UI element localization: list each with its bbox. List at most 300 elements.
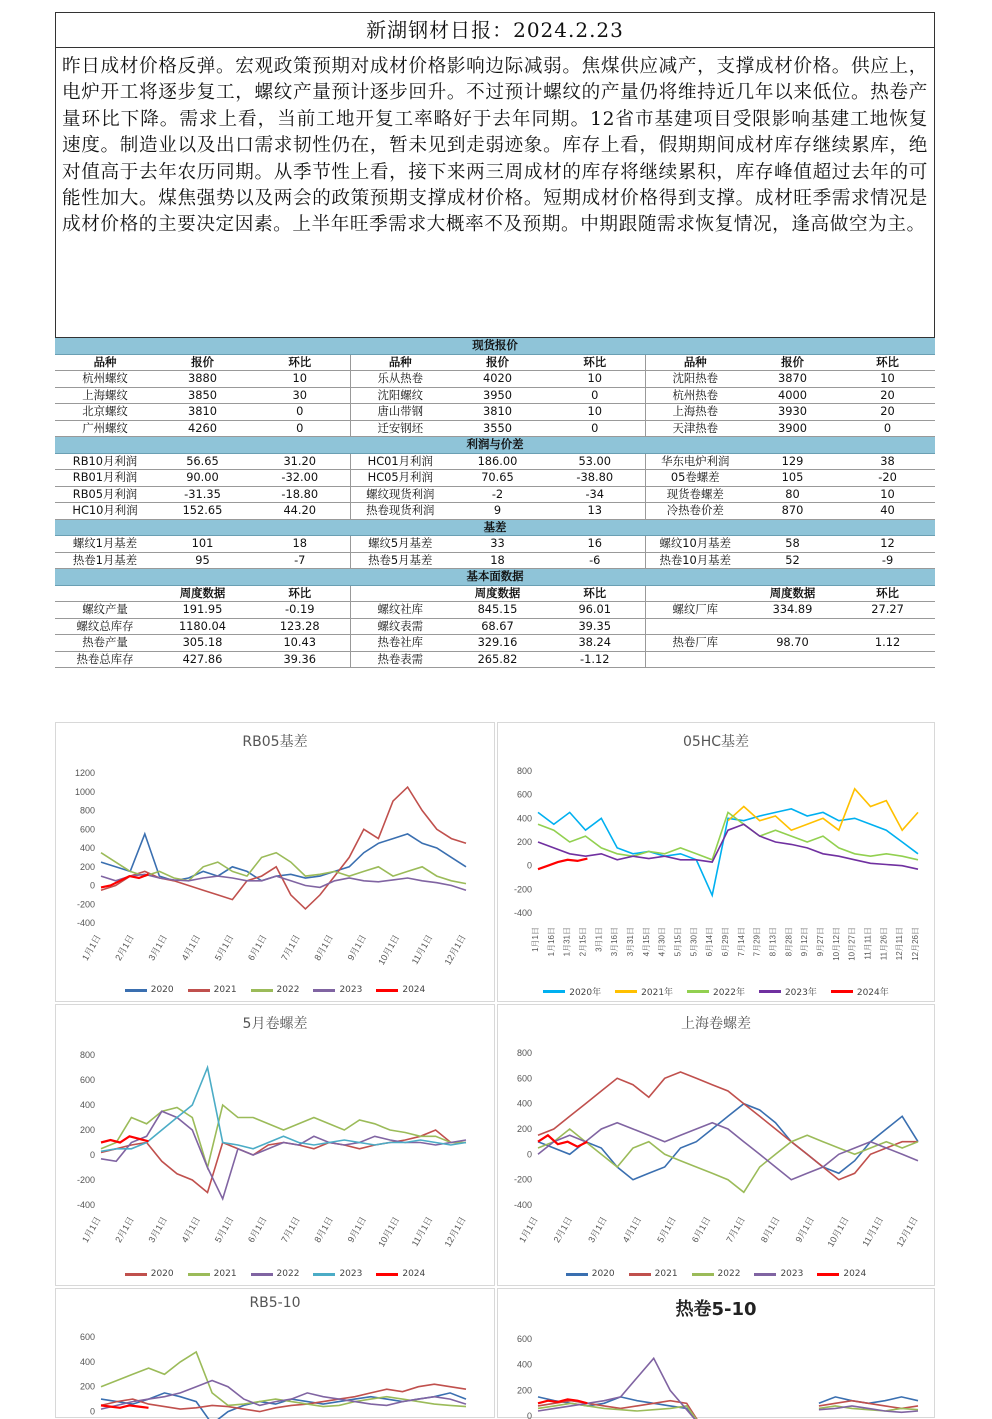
table-cell: RB05月利润: [55, 486, 155, 503]
legend-swatch: [125, 1273, 147, 1276]
y-tick-label: 600: [79, 824, 95, 835]
y-tick-label: 0: [89, 1406, 95, 1417]
legend-swatch: [831, 990, 853, 993]
column-header: 环比: [840, 585, 935, 602]
chart-3: [497, 1004, 935, 1286]
table-cell: 0: [840, 420, 935, 437]
table-row: [55, 486, 935, 503]
x-tick-label: 3月31日: [626, 927, 635, 957]
table-cell: 80: [745, 486, 840, 503]
table-cell: 杭州热卷: [645, 387, 745, 404]
x-tick-label: 4月1日: [179, 1215, 203, 1245]
y-tick-label: 200: [79, 861, 95, 872]
legend-item: [831, 985, 889, 998]
y-tick-label: 200: [516, 837, 532, 847]
legend-swatch: [759, 990, 781, 993]
column-header: 环比: [840, 354, 935, 371]
table-cell: 沈阳螺纹: [350, 387, 450, 404]
table-cell: 1.12: [840, 635, 935, 652]
table-row: [55, 371, 935, 388]
x-tick-label: 5月15日: [673, 927, 683, 957]
x-tick-label: 11月1日: [860, 1215, 886, 1249]
legend-item: [125, 985, 174, 995]
section-title: 现货报价: [55, 338, 935, 354]
x-tick-label: 11月1日: [409, 933, 435, 967]
table-cell: 华东电炉利润: [645, 453, 745, 470]
column-header: [350, 585, 450, 602]
y-tick-label: 1000: [74, 786, 95, 797]
table-cell: 3810: [450, 404, 545, 421]
legend-label: 2021: [213, 1269, 237, 1279]
x-tick-label: 8月1日: [312, 933, 336, 963]
legend-label: 2024: [402, 985, 426, 995]
table-row: [55, 387, 935, 404]
table-cell: 39.36: [250, 651, 350, 668]
series-line-1: [101, 787, 466, 909]
legend-label: 2023: [339, 1269, 363, 1279]
x-tick-label: 8月13日: [768, 927, 778, 957]
table-cell: 乐从热卷: [350, 371, 450, 388]
table-cell: 265.82: [450, 651, 545, 668]
legend-label: 2022: [276, 1269, 300, 1279]
table-cell: 9: [450, 503, 545, 520]
legend-item: [759, 985, 817, 998]
legend-item: [615, 985, 673, 998]
table-cell: 90.00: [155, 470, 250, 487]
x-tick-label: 7月14日: [736, 927, 746, 957]
legend-item: [376, 1269, 425, 1279]
legend-swatch: [188, 1273, 210, 1276]
chart-title: RB5-10: [249, 1295, 301, 1311]
chart-svg: [56, 1289, 496, 1419]
series-line-0: [538, 809, 918, 895]
column-header: [55, 585, 155, 602]
y-tick-label: 0: [89, 1150, 95, 1160]
x-tick-label: 9月1日: [345, 933, 369, 963]
table-cell: -1.12: [545, 651, 645, 668]
table-cell: 40: [840, 503, 935, 520]
legend-swatch: [188, 989, 210, 992]
legend-swatch: [629, 1273, 651, 1276]
x-tick-label: 10月27日: [847, 927, 857, 961]
legend-swatch: [817, 1273, 839, 1276]
column-header: 品种: [350, 354, 450, 371]
series-line-0: [101, 1130, 466, 1193]
y-tick-label: -200: [76, 899, 95, 910]
table-cell: 4000: [745, 387, 840, 404]
column-header: 周度数据: [155, 585, 250, 602]
table-cell: 10: [545, 371, 645, 388]
table-cell: 44.20: [250, 503, 350, 520]
table-cell: 123.28: [250, 618, 350, 635]
table-cell: 329.16: [450, 635, 545, 652]
legend-swatch: [313, 989, 335, 992]
table-cell: -6: [545, 552, 645, 569]
table-cell: 上海螺纹: [55, 387, 155, 404]
y-tick-label: 400: [79, 1100, 95, 1110]
legend-label: 2021年: [641, 988, 674, 998]
x-tick-label: 5月1日: [212, 1215, 236, 1245]
table-row: [55, 635, 935, 652]
chart-0: [55, 722, 495, 1002]
x-tick-label: 2月15日: [578, 927, 588, 957]
table-cell: HC10月利润: [55, 503, 155, 520]
table-cell: 上海热卷: [645, 404, 745, 421]
x-tick-label: 12月26日: [911, 927, 920, 961]
table-cell: 热卷产量: [55, 635, 155, 652]
table-cell: 105: [745, 470, 840, 487]
table-cell: 427.86: [155, 651, 250, 668]
table-cell: 12: [840, 536, 935, 553]
x-tick-label: 6月1日: [245, 1215, 269, 1245]
x-tick-label: 6月1日: [245, 933, 269, 963]
x-tick-label: 9月12日: [800, 927, 810, 957]
y-tick-label: 200: [79, 1381, 95, 1392]
y-tick-label: -400: [76, 918, 95, 928]
legend-item: [692, 1269, 741, 1279]
table-cell: 10: [250, 371, 350, 388]
legend-swatch: [376, 1273, 398, 1276]
table-cell: 热卷表需: [350, 651, 450, 668]
section-title: 利润与价差: [55, 437, 935, 454]
column-header: 报价: [450, 354, 545, 371]
legend-label: 2024年: [856, 988, 889, 998]
legend-item: [687, 985, 745, 998]
table-cell: 20: [840, 387, 935, 404]
table-cell: -34: [545, 486, 645, 503]
chart-1: [497, 722, 935, 1002]
legend-item: [251, 985, 300, 995]
table-cell: 10: [840, 486, 935, 503]
table-cell: 现货卷螺差: [645, 486, 745, 503]
y-tick-label: 800: [79, 805, 95, 816]
legend-label: 2020: [150, 1269, 174, 1279]
y-tick-label: -400: [513, 1200, 532, 1210]
column-header-row: [55, 585, 935, 602]
table-cell: 05卷螺差: [645, 470, 745, 487]
chart-legend: [56, 1269, 494, 1279]
x-tick-label: 1月1日: [517, 1215, 540, 1245]
table-cell: 845.15: [450, 602, 545, 619]
y-tick-label: 600: [79, 1332, 95, 1342]
y-tick-label: 400: [516, 1359, 532, 1370]
table-row: [55, 470, 935, 487]
y-tick-label: 200: [79, 1125, 95, 1135]
x-tick-label: 8月1日: [758, 1215, 782, 1245]
table-cell: 0: [250, 420, 350, 437]
table-cell: 70.65: [450, 470, 545, 487]
x-tick-label: 11月1日: [409, 1215, 435, 1249]
y-tick-label: 1200: [74, 768, 95, 778]
legend-label: 2022: [717, 1269, 741, 1279]
section-header: [55, 338, 935, 354]
column-header: 周度数据: [450, 585, 545, 602]
table-cell: -20: [840, 470, 935, 487]
table-cell: 1180.04: [155, 618, 250, 635]
table-cell: 0: [545, 420, 645, 437]
x-tick-label: 8月1日: [312, 1215, 336, 1245]
table-cell: [840, 618, 935, 635]
y-tick-label: 0: [89, 880, 95, 891]
x-tick-label: 9月1日: [345, 1215, 369, 1245]
table-cell: 热卷5月基差: [350, 552, 450, 569]
x-tick-label: 7月1日: [279, 933, 302, 963]
table-cell: 30: [250, 387, 350, 404]
legend-label: 2024: [843, 1269, 867, 1279]
table-cell: RB01月利润: [55, 470, 155, 487]
column-header: [645, 585, 745, 602]
y-tick-label: 400: [516, 1098, 532, 1109]
legend-swatch: [125, 989, 147, 992]
x-tick-label: 7月29日: [752, 927, 762, 957]
table-cell: 33: [450, 536, 545, 553]
y-tick-label: -400: [76, 1200, 95, 1210]
x-tick-label: 5月30日: [689, 927, 699, 957]
table-cell: [745, 651, 840, 668]
table-cell: 热卷总库存: [55, 651, 155, 668]
table-row: [55, 536, 935, 553]
legend-label: 2023: [339, 985, 363, 995]
chart-title: RB05基差: [242, 734, 308, 750]
legend-item: [125, 1269, 174, 1279]
x-tick-label: 3月1日: [146, 1215, 170, 1245]
chart-legend: [498, 1269, 934, 1279]
table-cell: RB10月利润: [55, 453, 155, 470]
x-tick-label: 10月1日: [825, 1215, 851, 1249]
x-tick-label: 5月1日: [212, 933, 236, 963]
data-table: [55, 338, 935, 668]
y-tick-label: 400: [79, 1356, 95, 1367]
report-title: 新湖钢材日报：2024.2.23: [55, 12, 935, 48]
x-tick-label: 9月1日: [793, 1215, 817, 1245]
table-row: [55, 618, 935, 635]
x-tick-label: 5月1日: [655, 1215, 678, 1245]
x-tick-label: 4月30日: [657, 927, 667, 957]
legend-label: 2022年: [713, 988, 745, 998]
table-cell: 热卷厂库: [645, 635, 745, 652]
legend-item: [188, 985, 237, 995]
x-tick-label: 8月28日: [784, 927, 794, 957]
x-tick-label: 1月31日: [562, 927, 572, 957]
legend-item: [188, 1269, 237, 1279]
legend-item: [313, 985, 362, 995]
table-cell: 27.27: [840, 602, 935, 619]
x-tick-label: 2月1日: [551, 1215, 575, 1245]
x-tick-label: 12月1日: [894, 1215, 920, 1249]
x-tick-label: 1月1日: [531, 927, 540, 952]
legend-swatch: [251, 989, 273, 992]
table-cell: [645, 618, 745, 635]
y-tick-label: 600: [516, 1073, 532, 1084]
table-cell: 3930: [745, 404, 840, 421]
y-tick-label: 200: [516, 1385, 532, 1396]
section-header: [55, 569, 935, 586]
table-cell: 4020: [450, 371, 545, 388]
legend-swatch: [376, 989, 398, 992]
chart-legend: [498, 985, 934, 998]
table-cell: 北京螺纹: [55, 404, 155, 421]
legend-label: 2023年: [784, 988, 817, 998]
x-tick-label: 1月16日: [546, 927, 556, 957]
column-header: 报价: [155, 354, 250, 371]
chart-svg: [56, 723, 496, 1003]
table-cell: 129: [745, 453, 840, 470]
table-row: [55, 651, 935, 668]
chart-title: 5月卷螺差: [242, 1016, 308, 1032]
x-tick-label: 9月27日: [816, 927, 825, 957]
table-cell: 305.18: [155, 635, 250, 652]
table-row: [55, 503, 935, 520]
table-cell: 3880: [155, 371, 250, 388]
chart-svg: [498, 723, 936, 1003]
table-row: [55, 602, 935, 619]
table-cell: 螺纹5月基差: [350, 536, 450, 553]
table-cell: [840, 651, 935, 668]
legend-swatch: [687, 990, 709, 993]
x-tick-label: 6月14日: [705, 927, 715, 957]
table-cell: 18: [450, 552, 545, 569]
table-cell: [645, 651, 745, 668]
table-cell: 38.24: [545, 635, 645, 652]
y-tick-label: 0: [526, 1411, 532, 1419]
table-cell: 96.01: [545, 602, 645, 619]
y-tick-label: 600: [516, 1334, 532, 1344]
table-cell: 螺纹总库存: [55, 618, 155, 635]
y-tick-label: 0: [526, 860, 532, 871]
table-cell: 3900: [745, 420, 840, 437]
x-tick-label: 7月1日: [724, 1215, 748, 1245]
table-cell: 迁安钢坯: [350, 420, 450, 437]
table-cell: 沈阳热卷: [645, 371, 745, 388]
y-tick-label: -200: [76, 1175, 95, 1185]
table-cell: 0: [250, 404, 350, 421]
table-cell: 52: [745, 552, 840, 569]
table-cell: 10: [545, 404, 645, 421]
table-cell: 58: [745, 536, 840, 553]
report-page: [55, 12, 935, 1419]
section-title: 基差: [55, 519, 935, 536]
x-tick-label: 3月16日: [610, 927, 620, 957]
column-header: 环比: [250, 585, 350, 602]
x-tick-label: 3月1日: [594, 927, 604, 952]
chart-title: 上海卷螺差: [681, 1016, 751, 1032]
table-cell: -18.80: [250, 486, 350, 503]
legend-item: [566, 1269, 615, 1279]
series-line-1: [538, 1072, 918, 1180]
table-cell: 3950: [450, 387, 545, 404]
table-cell: 186.00: [450, 453, 545, 470]
table-cell: -9: [840, 552, 935, 569]
table-cell: 螺纹厂库: [645, 602, 745, 619]
table-cell: -2: [450, 486, 545, 503]
column-header: 周度数据: [745, 585, 840, 602]
x-tick-label: 10月1日: [376, 933, 402, 967]
y-tick-label: 800: [516, 766, 532, 776]
x-tick-label: 12月1日: [442, 933, 468, 967]
x-tick-label: 12月1日: [442, 1215, 468, 1249]
legend-swatch: [754, 1273, 776, 1276]
table-cell: 广州螺纹: [55, 420, 155, 437]
x-tick-label: 11月26日: [879, 927, 889, 961]
table-cell: HC05月利润: [350, 470, 450, 487]
series-line-4: [538, 859, 587, 870]
section-header: [55, 519, 935, 536]
table-cell: 冷热卷价差: [645, 503, 745, 520]
table-cell: 天津热卷: [645, 420, 745, 437]
table-row: [55, 552, 935, 569]
table-cell: [745, 618, 840, 635]
x-tick-label: 4月1日: [179, 933, 203, 963]
chart-5: [497, 1288, 935, 1418]
table-row: [55, 420, 935, 437]
chart-svg: [56, 1005, 496, 1287]
table-cell: 唐山带钢: [350, 404, 450, 421]
legend-label: 2020: [150, 985, 174, 995]
summary-paragraph: 昨日成材价格反弹。宏观政策预期对成材价格影响边际减弱。焦煤供应减产，支撑成材价格。供应上，电炉开工将逐步复工，螺纹产量预计逐步回升。不过预计螺纹的产量仍将维持近几年以来低位。热卷产量环比下降。需求上看，当前工地开复工率略好于去年同期。12省市基建项目受限影响基建工地恢复速度。制造业以及出口需求韧性仍在，暂未见到走弱迹象。库存上看，假期期间成材库存继续累库，绝对值高于去年农历同期。从季节性上看，接下来两三周成材的库存将继续累积，库存峰值超过去年的可能性加大。煤焦强势以及两会的政策预期支撑成材价格。短期成材价格得到支撑。成材旺季需求情况是成材价格的主要决定因素。上半年旺季需求大概率不及预期。中期跟随需求恢复情况，逢高做空为主。: [55, 48, 935, 338]
table-cell: 热卷10月基差: [645, 552, 745, 569]
x-tick-label: 11月11日: [863, 927, 873, 960]
x-tick-label: 6月1日: [689, 1215, 713, 1245]
table-cell: 39.35: [545, 618, 645, 635]
y-tick-label: 400: [79, 843, 95, 853]
legend-item: [817, 1269, 866, 1279]
legend-swatch: [566, 1273, 588, 1276]
chart-svg: [498, 1005, 936, 1287]
table-cell: 20: [840, 404, 935, 421]
y-tick-label: 400: [516, 813, 532, 824]
table-cell: -0.19: [250, 602, 350, 619]
legend-swatch: [543, 990, 565, 993]
table-cell: 3810: [155, 404, 250, 421]
x-tick-label: 2月1日: [113, 933, 136, 963]
table-cell: 101: [155, 536, 250, 553]
table-cell: 杭州螺纹: [55, 371, 155, 388]
y-tick-label: 800: [516, 1048, 532, 1058]
column-header: 环比: [250, 354, 350, 371]
chart-2: [55, 1004, 495, 1286]
table-cell: 螺纹产量: [55, 602, 155, 619]
column-header: 环比: [545, 354, 645, 371]
series-line-3: [538, 824, 918, 869]
legend-swatch: [313, 1273, 335, 1276]
table-row: [55, 453, 935, 470]
table-cell: -32.00: [250, 470, 350, 487]
y-tick-label: 600: [516, 789, 532, 800]
table-cell: 热卷现货利润: [350, 503, 450, 520]
series-line-4: [101, 1136, 149, 1142]
chart-title: 热卷5-10: [675, 1299, 757, 1320]
x-tick-label: 12月11日: [895, 927, 905, 961]
legend-swatch: [615, 990, 637, 993]
table-cell: 18: [250, 536, 350, 553]
x-tick-label: 10月1日: [376, 1215, 402, 1249]
legend-item: [313, 1269, 362, 1279]
legend-label: 2024: [402, 1269, 426, 1279]
table-cell: HC01月利润: [350, 453, 450, 470]
table-cell: 31.20: [250, 453, 350, 470]
table-cell: 3870: [745, 371, 840, 388]
table-cell: 68.67: [450, 618, 545, 635]
table-cell: 95: [155, 552, 250, 569]
table-cell: 螺纹1月基差: [55, 536, 155, 553]
table-cell: 334.89: [745, 602, 840, 619]
chart-4: [55, 1288, 495, 1418]
x-tick-label: 4月15日: [641, 927, 651, 957]
chart-svg: [498, 1289, 936, 1419]
table-cell: 螺纹社库: [350, 602, 450, 619]
table-cell: 螺纹10月基差: [645, 536, 745, 553]
table-cell: -38.80: [545, 470, 645, 487]
